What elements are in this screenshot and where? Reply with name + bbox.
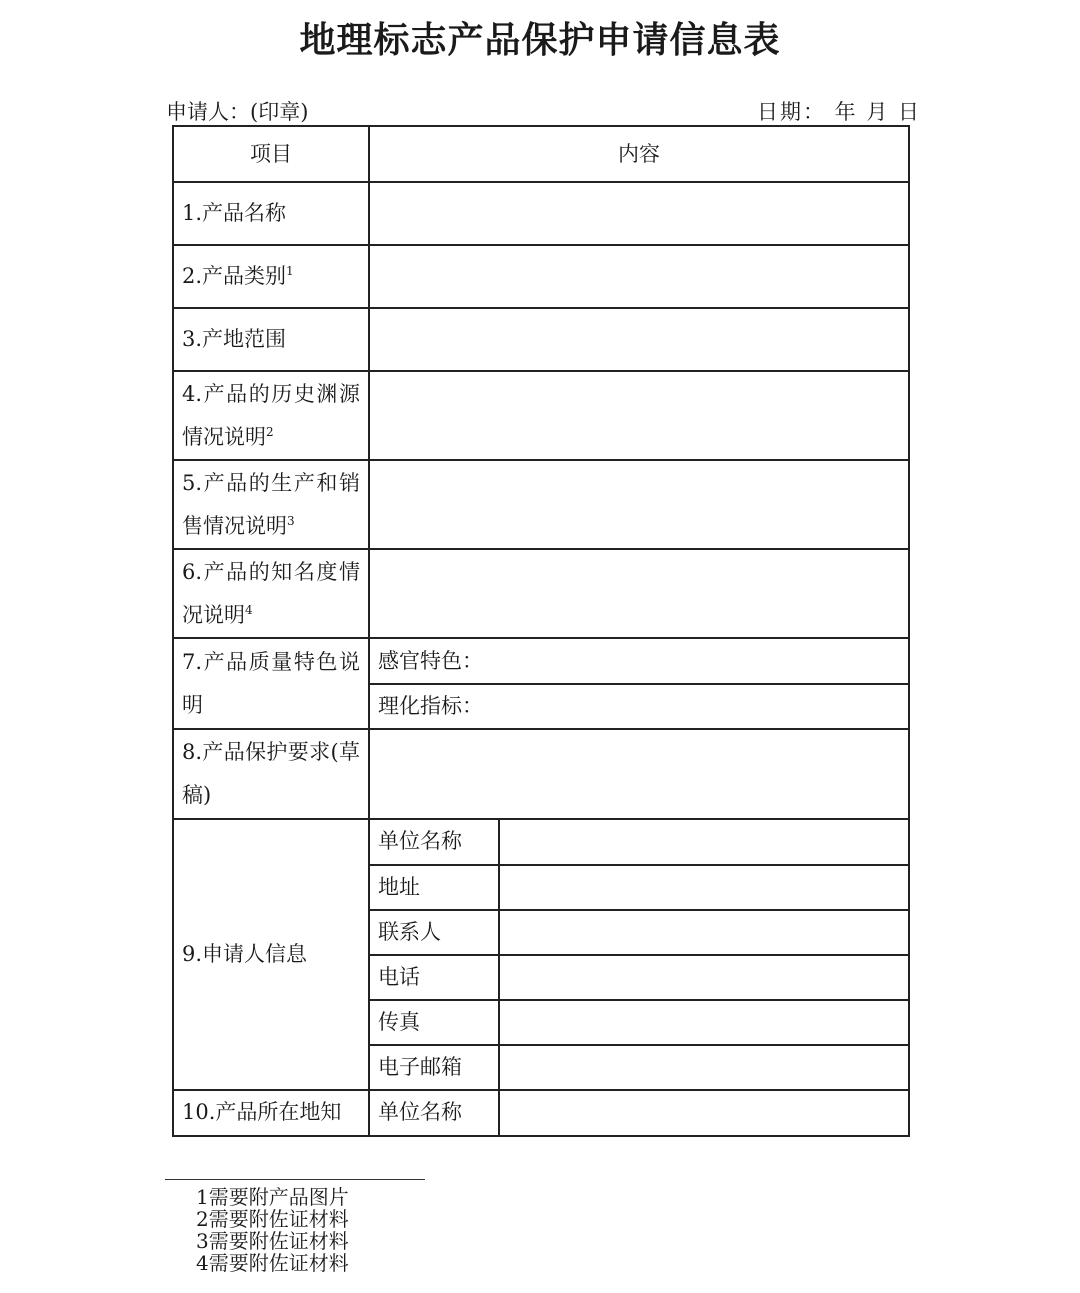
input-address[interactable] [499, 865, 909, 910]
table-row [173, 549, 909, 638]
info-table [172, 125, 910, 1137]
row-label-local-authority: 10.产品所在地知 [173, 1090, 369, 1136]
input-history[interactable] [369, 371, 909, 460]
sub-label-phone: 电话 [369, 955, 499, 1000]
applicant-seal-label: 申请人：(印章) [166, 100, 309, 124]
row-label-reputation: 6.产品的知名度情况说明$^4$ [173, 549, 369, 638]
row-label-protection-req: 8.产品保护要求(草稿) [173, 729, 369, 818]
footnote-3: 3需要附佐证材料 [196, 1229, 349, 1253]
table-row [173, 245, 909, 308]
table-row [173, 819, 909, 865]
row-label-origin-area: 3.产地范围 [173, 308, 369, 371]
input-contact[interactable] [499, 910, 909, 955]
input-phone[interactable] [499, 955, 909, 1000]
table-row [173, 729, 909, 818]
input-local-org-name[interactable] [499, 1090, 909, 1136]
table-row [173, 638, 909, 684]
footnote-ref: 2 [266, 424, 274, 439]
footnotes [196, 1186, 349, 1274]
sub-label-org-name: 单位名称 [369, 819, 499, 865]
footnote-ref: 1 [286, 264, 294, 279]
sub-label-fax: 传真 [369, 1000, 499, 1045]
row-label-product-category: 2.产品类别$^1$ [173, 245, 369, 308]
sub-label-address: 地址 [369, 865, 499, 910]
table-row [173, 1090, 909, 1136]
input-org-name[interactable] [499, 819, 909, 865]
input-fax[interactable] [499, 1000, 909, 1045]
header-content: 内容 [369, 126, 909, 182]
footnote-divider [165, 1179, 425, 1180]
input-email[interactable] [499, 1045, 909, 1090]
field-sensory-features[interactable]: 感官特色： [369, 638, 909, 684]
table-header-row [173, 126, 909, 182]
input-reputation[interactable] [369, 549, 909, 638]
input-product-category[interactable] [369, 245, 909, 308]
sub-label-contact: 联系人 [369, 910, 499, 955]
table-row [173, 460, 909, 549]
input-product-name[interactable] [369, 182, 909, 245]
footnote-4: 4需要附佐证材料 [196, 1251, 349, 1275]
table-row [173, 371, 909, 460]
input-protection-req[interactable] [369, 729, 909, 818]
row-label-production-sales: 5.产品的生产和销售情况说明$^3$ [173, 460, 369, 549]
row-label-quality: 7.产品质量特色说明 [173, 638, 369, 729]
footnote-ref: 3 [287, 513, 295, 528]
row-label-applicant-info: 9.申请人信息 [173, 819, 369, 1090]
footnote-ref: 4 [245, 602, 253, 617]
table-row [173, 182, 909, 245]
table-row [173, 308, 909, 371]
page-title: 地理标志产品保护申请信息表 [299, 20, 781, 61]
footnote-1: 1需要附产品图片 [196, 1185, 349, 1209]
input-origin-area[interactable] [369, 308, 909, 371]
field-physicochemical[interactable]: 理化指标： [369, 684, 909, 729]
sub-label-local-org-name: 单位名称 [369, 1090, 499, 1136]
input-production-sales[interactable] [369, 460, 909, 549]
sub-label-email: 电子邮箱 [369, 1045, 499, 1090]
header-item: 项目 [173, 126, 369, 182]
footnote-2: 2需要附佐证材料 [196, 1207, 349, 1231]
row-label-product-name: 1.产品名称 [173, 182, 369, 245]
date-label: 日期： 年 月 日 [757, 100, 922, 124]
row-label-history: 4.产品的历史渊源情况说明$^2$ [173, 371, 369, 460]
